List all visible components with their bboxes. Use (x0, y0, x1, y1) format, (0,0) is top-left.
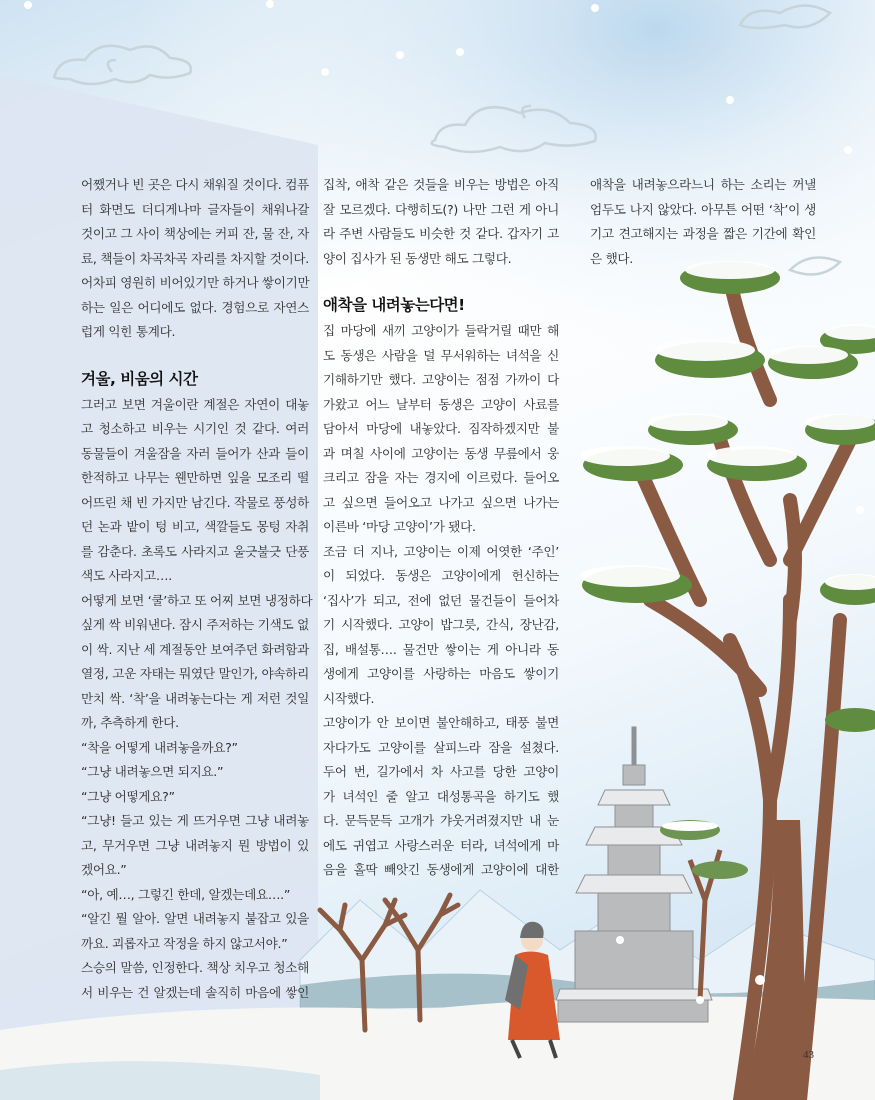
text-line: 기고 견고해지는 과정을 짧은 기간에 확인 (590, 226, 816, 241)
text-line: 고 싶으면 들어오고 나가고 싶으면 나가는 (323, 494, 559, 510)
paragraph (323, 173, 559, 271)
paragraph (81, 589, 313, 736)
text-line: 열정, 고운 자태는 뭐였단 말인가, 야속하리 (81, 666, 309, 681)
text-line: 이 되었다. 동생은 고양이에게 헌신하는 (323, 568, 559, 583)
text-line: 담아서 마당에 내놓았다. 짐작하겠지만 불 (323, 421, 559, 436)
text-line: 애착을 내려놓으라느니 하는 소리는 꺼낼 (590, 177, 816, 192)
text-column-1 (81, 173, 313, 1005)
text-line: “그냥 어떻게요?” (81, 788, 175, 804)
paragraph (323, 319, 559, 540)
text-line: 집착, 애착 같은 것들을 비우는 방법은 아직 (323, 177, 559, 192)
text-line: 까, 추측하게 한다. (81, 715, 179, 730)
text-line: 고 청소하고 비우는 시기인 것 같다. 여러 (81, 421, 309, 436)
text-line: 이 싹. 지난 세 계절동안 보여주던 화려함과 (81, 641, 309, 657)
text-line: 한적하고 나무는 웬만하면 잎을 모조리 떨 (81, 470, 309, 485)
text-line: 조금 더 지나, 고양이는 이제 어엿한 ‘주인’ (323, 543, 559, 559)
text-column-3 (590, 173, 816, 271)
text-line: 기해하기만 했다. 고양이는 점점 가까이 다 (323, 372, 559, 387)
paragraph (81, 736, 309, 761)
text-line: 고, 무거우면 그냥 내려놓지 뭔 방법이 있 (81, 837, 309, 853)
paragraph (81, 760, 309, 785)
text-line: ‘집사’가 되고, 전에 없던 물건들이 들어차 (323, 592, 559, 608)
text-line: 다. 문득문득 고개가 갸웃거려졌지만 내 눈 (323, 813, 559, 828)
text-line: 그러고 보면 겨울이란 계절은 자연이 대놓 (81, 396, 309, 412)
text-line: 색도 사라지고…. (81, 568, 172, 583)
text-line: 두어 번, 길가에서 차 사고를 당한 고양이 (323, 764, 559, 779)
text-line: 기 시작했다. 고양이 밥그릇, 간식, 장난감, (323, 617, 559, 632)
text-line: 어뜨린 채 빈 가지만 남긴다. 작물로 풍성하 (81, 494, 309, 510)
paragraph (323, 540, 559, 712)
section-heading: 겨울, 비움의 시간 (81, 369, 198, 388)
text-line: 싶게 싹 비워낸다. 잠시 주저하는 기색도 없 (81, 617, 309, 632)
paragraph (81, 809, 309, 883)
text-column-2 (323, 173, 559, 883)
text-line: 겠어요.” (81, 862, 127, 877)
text-line: 던 논과 밭이 텅 비고, 색깔들도 몽텅 자취 (81, 519, 309, 534)
text-line: 까요. 괴롭자고 작정을 하지 않고서야.” (81, 935, 288, 951)
text-line: 음을 홀딱 빼앗긴 동생에게 고양이에 대한 (323, 862, 559, 877)
text-line: 어떻게 보면 ‘쿨’하고 또 어찌 보면 냉정하다 (81, 592, 313, 608)
paragraph (81, 785, 309, 810)
paragraph (323, 711, 559, 883)
text-line: 은 했다. (590, 250, 634, 266)
text-line: “아, 예…, 그렇긴 한데, 알겠는데요….” (81, 886, 291, 902)
text-line: 가왔고 어느 날부터 동생은 고양이 사료를 (323, 396, 559, 412)
text-line: “그냥 내려놓으면 되지요.” (81, 764, 224, 779)
section-heading: 애착을 내려놓는다면! (323, 296, 465, 314)
text-line: 어차피 영원히 비어있기만 하거나 쌓이기만 (81, 275, 310, 290)
text-line: 서 비우는 건 알겠는데 솔직히 마음에 쌓인 (81, 984, 309, 1000)
text-line: 양이 집사가 된 동생만 해도 그렇다. (323, 250, 512, 266)
paragraph (81, 393, 309, 589)
text-line: 동물들이 겨울잠을 자러 들어가 산과 들이 (81, 445, 309, 461)
paragraph (81, 956, 309, 1005)
text-line: 것이고 그 사이 책상에는 커피 잔, 물 잔, 자 (81, 226, 309, 241)
text-line: 만치 싹. ‘착’을 내려놓는다는 게 저런 것일 (81, 690, 309, 706)
text-line: 잘 모르겠다. 다행히도(?) 나만 그런 게 아니 (323, 201, 559, 217)
paragraph (81, 173, 309, 345)
paragraph (81, 883, 309, 908)
text-line: 엄두도 나지 않았다. 아무튼 어떤 ‘착’이 생 (590, 201, 816, 217)
text-line: 터 화면도 더디게나마 글자들이 채워나갈 (81, 201, 309, 217)
text-line: 어쨌거나 빈 곳은 다시 채워질 것이다. 컴퓨 (81, 177, 309, 192)
text-line: 크리고 잠을 자는 경지에 이르렀다. 들어오 (323, 470, 559, 485)
text-line: “알긴 뭘 알아. 알면 내려놓지 붙잡고 있을 (81, 911, 309, 926)
text-line: 에도 귀엽고 사랑스러운 터라, 녀석에게 마 (323, 837, 559, 853)
text-line: 스승의 말씀, 인정한다. 책상 치우고 청소해 (81, 960, 309, 975)
text-line: 집, 배설통…. 물건만 쌓이는 게 아니라 동 (323, 641, 559, 657)
paragraph (590, 173, 816, 271)
text-line: 도 동생은 사람을 덜 무서워하는 녀석을 신 (323, 347, 559, 363)
text-line: “착을 어떻게 내려놓을까요?” (81, 739, 238, 755)
text-line: 가 녀석인 줄 알고 대성통곡을 하기도 했 (323, 788, 559, 804)
page-number: 43 (803, 1049, 814, 1061)
text-line: “그냥! 들고 있는 게 뜨거우면 그냥 내려놓 (81, 813, 309, 828)
text-line: 이른바 ‘마당 고양이’가 됐다. (323, 519, 476, 534)
text-line: 과 며칠 사이에 고양이는 동생 무릎에서 웅 (323, 445, 559, 461)
text-line: 집 마당에 새끼 고양이가 들락거릴 때만 해 (323, 323, 559, 338)
text-line: 를 감춘다. 초록도 사라지고 울긋불긋 단풍 (81, 543, 309, 559)
text-line: 라 주변 사람들도 비슷한 것 같다. 갑자기 고 (323, 226, 559, 241)
text-line: 생에게 고양이를 사랑하는 마음도 쌓이기 (323, 666, 559, 681)
text-line: 하는 일은 어디에도 없다. 경험으로 자연스 (81, 299, 309, 315)
paragraph (81, 907, 309, 956)
text-line: 럽게 익힌 통계다. (81, 324, 176, 339)
text-line: 료, 책들이 차곡차곡 자리를 차지할 것이다. (81, 250, 309, 266)
text-line: 자다가도 고양이를 살피느라 잠을 설쳤다. (323, 739, 559, 755)
text-line: 시작했다. (323, 690, 375, 706)
text-line: 고양이가 안 보이면 불안해하고, 태풍 불면 (323, 715, 559, 730)
